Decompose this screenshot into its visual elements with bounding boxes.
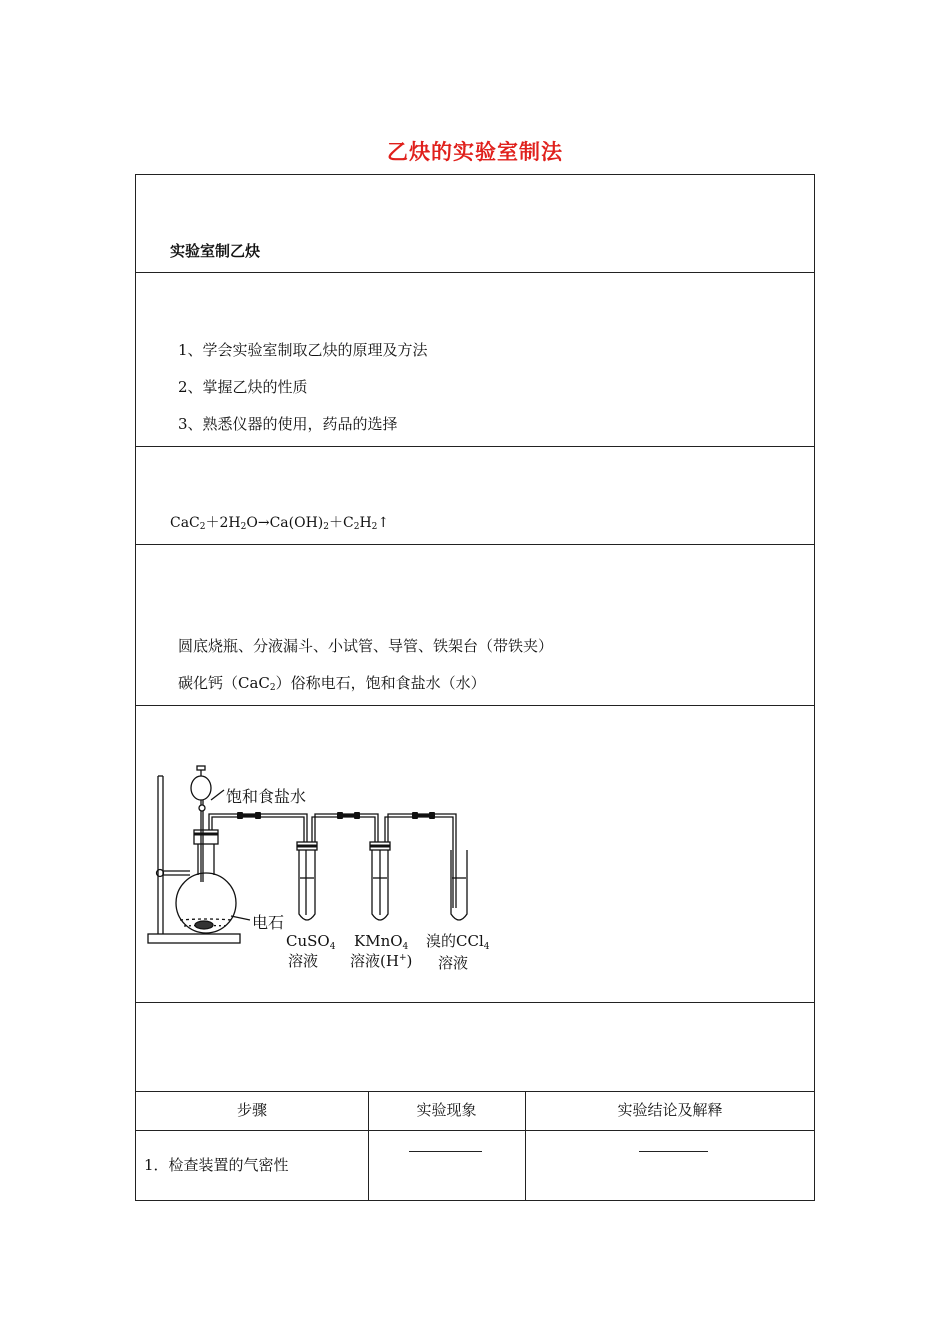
acetylene-apparatus-diagram — [140, 760, 520, 980]
stand-base — [148, 934, 240, 943]
dropping-funnel — [191, 776, 211, 800]
label-tube2: KMnO$_4$ — [354, 932, 409, 952]
table-header-step: 步骤 — [236, 1101, 267, 1119]
apparatus-list: 圆底烧瓶、分液漏斗、小试管、导管、铁架台（带铁夹） — [178, 637, 554, 655]
row-divider — [136, 446, 814, 447]
objective-item: 3、熟悉仪器的使用，药品的选择 — [178, 415, 398, 433]
label-calcium-carbide: 电石 — [252, 913, 285, 932]
table-header-phenomenon: 实验现象 — [416, 1101, 477, 1119]
label-tube1: CuSO$_4$ — [286, 932, 336, 952]
objective-item: 1、学会实验室制取乙炔的原理及方法 — [178, 341, 428, 359]
answer-blank — [409, 1151, 482, 1152]
flask-stopper — [194, 830, 218, 844]
reaction-equation: $CaC_2+2H_2O\to Ca(OH)_2+C_2H_2↑$ — [170, 515, 390, 532]
label-saturated-brine: 饱和食盐水 — [226, 787, 307, 806]
row-divider — [136, 1130, 814, 1131]
table-header-conclusion: 实验结论及解释 — [617, 1101, 723, 1119]
row-divider — [136, 272, 814, 273]
label-tube2-solution: 溶液(H+) — [350, 952, 413, 970]
row-divider — [136, 1002, 814, 1003]
calcium-carbide — [195, 921, 213, 929]
label-leader — [231, 916, 250, 920]
objective-item: 2、掌握乙炔的性质 — [178, 378, 308, 396]
label-tube3: 溴的CCl$_4$ — [426, 932, 490, 952]
row-divider — [136, 705, 814, 706]
page-title: 乙炔的实验室制法 — [387, 140, 563, 164]
label-leader — [211, 790, 224, 800]
answer-blank — [639, 1151, 708, 1152]
row-divider — [136, 544, 814, 545]
table-cell-step: 1．检查装置的气密性 — [144, 1156, 289, 1174]
reagents-list: 碳化钙（CaC$_2$）俗称电石，饱和食盐水（水） — [178, 674, 486, 693]
topic-heading: 实验室制乙炔 — [170, 242, 261, 260]
label-tube1-solution: 溶液 — [288, 952, 319, 970]
test-tube-cuso4 — [299, 848, 315, 920]
lab-sheet-table — [135, 174, 815, 1201]
label-tube3-solution: 溶液 — [438, 954, 469, 972]
row-divider — [136, 1091, 814, 1092]
